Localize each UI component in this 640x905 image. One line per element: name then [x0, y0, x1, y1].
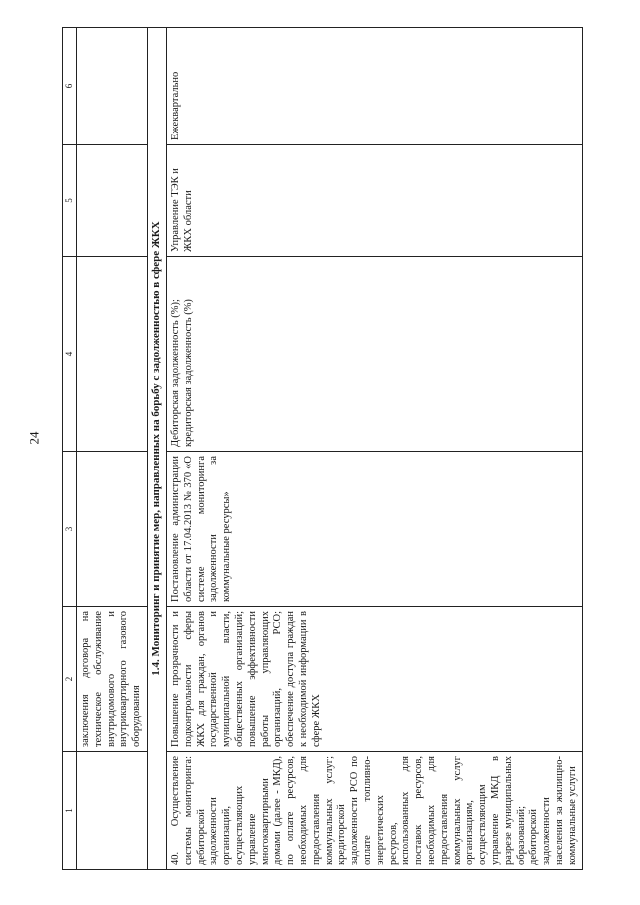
header-col-4: 4 [63, 257, 77, 452]
rotated-page [62, 28, 578, 870]
continuation-cell-3 [77, 452, 148, 607]
continuation-cell-4 [77, 257, 148, 452]
table-header-row [63, 28, 77, 870]
table-row [166, 28, 583, 870]
header-col-1: 1 [63, 752, 77, 870]
continuation-cell-1 [77, 752, 148, 870]
continuation-row [77, 28, 148, 870]
header-col-5: 5 [63, 145, 77, 257]
row40-result: Повышение прозрачности и подконтрольности сферы ЖКХ для граждан, органов государственной и муниципальной власти, общественных организаций; повышение эффективности работы управляющих организаций, РСО; обеспечение доступа граждан к необходимой информации в сфере ЖКХ [166, 607, 583, 752]
continuation-cell-6 [77, 28, 148, 145]
page-number: 24 [26, 431, 42, 445]
row40-basis: Постановление администрации области от 17.04.2013 № 370 «О системе мониторинга задолженности за коммунальные ресурсы» [166, 452, 583, 607]
section-title: 1.4. Мониторинг и принятие мер, направленных на борьбу с задолженностью в сфере ЖКХ [147, 28, 166, 870]
row40-responsible: Управление ТЭК и ЖКХ области [166, 145, 583, 257]
row40-measure: 40. Осуществление системы мониторинга: дебиторской задолженности организаций, осуществляющих управление многоквартирными домами (далее - МКД), по оплате ресурсов, необходимых для предоставления коммунальных услуг; кредиторской задолженности РСО по оплате топливно-энергетических ресурсов, использованных для поставок ресурсов, необходимых для предоставления коммунальных услуг организациям, осуществляющим управление МКД в разрезе муниципальных образований; дебиторской задолженности населения за жилищно-коммунальные услуги [166, 752, 583, 870]
header-col-3: 3 [63, 452, 77, 607]
row40-indicator: Дебиторская задолженность (%); кредиторская задолженность (%) [166, 257, 583, 452]
header-col-2: 2 [63, 607, 77, 752]
continuation-cell-5 [77, 145, 148, 257]
continuation-cell-2: заключения договора на техническое обслуживание внутридомового и внутриквартирного газового оборудования [77, 607, 148, 752]
row40-deadline: Ежеквартально [166, 28, 583, 145]
section-row [147, 28, 166, 870]
header-col-6: 6 [63, 28, 77, 145]
measures-table [62, 27, 583, 870]
